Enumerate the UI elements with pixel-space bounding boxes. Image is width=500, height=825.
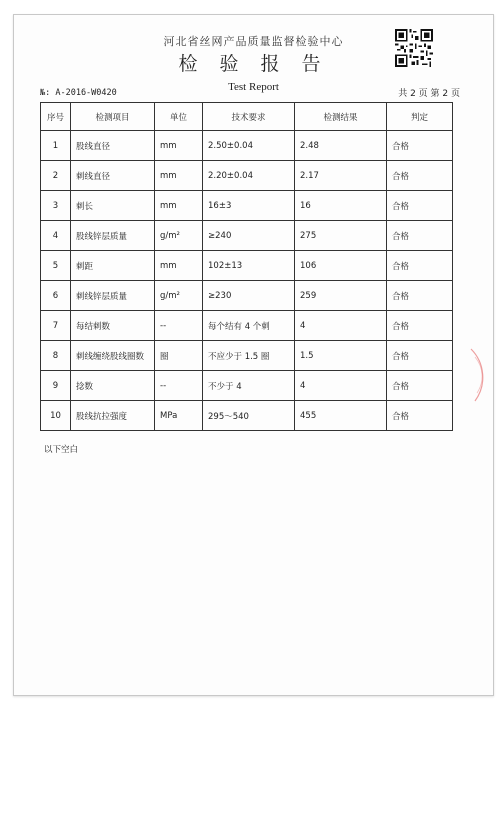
row-verdict: 合格 — [387, 221, 453, 251]
page-indicator: 共 2 页 第 2 页 — [398, 89, 460, 99]
row-item: 股线抗拉强度 — [71, 401, 155, 431]
row-verdict: 合格 — [387, 281, 453, 311]
row-result: 1.5 — [295, 341, 387, 371]
row-requirement: 102±13 — [203, 251, 295, 281]
header-cell-result: 检测结果 — [295, 103, 387, 131]
row-item: 股线直径 — [71, 131, 155, 161]
row-result: 455 — [295, 401, 387, 431]
row-index: 1 — [41, 131, 71, 161]
header-cell-item: 检测项目 — [71, 103, 155, 131]
row-index: 10 — [41, 401, 71, 431]
table-row — [41, 221, 453, 251]
row-requirement: 295～540 — [203, 401, 295, 431]
row-requirement: 不应少于 1.5 圈 — [203, 341, 295, 371]
row-unit: mm — [155, 191, 203, 221]
row-item: 股线锌层质量 — [71, 221, 155, 251]
row-requirement: 2.20±0.04 — [203, 161, 295, 191]
row-requirement: 2.50±0.04 — [203, 131, 295, 161]
header-cell-requirement: 技术要求 — [203, 103, 295, 131]
table-row — [41, 401, 453, 431]
header-cell-index: 序号 — [41, 103, 71, 131]
table-row — [41, 251, 453, 281]
row-item: 刺线缠绕股线圈数 — [71, 341, 155, 371]
row-result: 2.17 — [295, 161, 387, 191]
test-results-table — [40, 102, 453, 431]
row-index: 3 — [41, 191, 71, 221]
organization-name: 河北省丝网产品质量监督检验中心 — [163, 35, 344, 48]
table-row — [41, 191, 453, 221]
row-result: 2.48 — [295, 131, 387, 161]
row-verdict: 合格 — [387, 401, 453, 431]
row-item: 每结刺数 — [71, 311, 155, 341]
row-index: 8 — [41, 341, 71, 371]
row-verdict: 合格 — [387, 131, 453, 161]
report-subtitle: Test Report — [228, 81, 279, 93]
report-title: 检 验 报 告 — [178, 53, 329, 75]
row-result: 106 — [295, 251, 387, 281]
row-index: 5 — [41, 251, 71, 281]
row-result: 16 — [295, 191, 387, 221]
row-requirement: ≥230 — [203, 281, 295, 311]
row-item: 刺长 — [71, 191, 155, 221]
row-unit: mm — [155, 161, 203, 191]
row-result: 259 — [295, 281, 387, 311]
row-unit: g/m² — [155, 281, 203, 311]
row-item: 刺线直径 — [71, 161, 155, 191]
row-requirement: 不少于 4 — [203, 371, 295, 401]
row-verdict: 合格 — [387, 341, 453, 371]
row-verdict: 合格 — [387, 191, 453, 221]
table-header-row — [41, 103, 453, 131]
seal-stamp-mark — [469, 345, 499, 405]
row-requirement: 每个结有 4 个刺 — [203, 311, 295, 341]
qr-code-icon — [395, 29, 433, 67]
table-row — [41, 281, 453, 311]
row-result: 4 — [295, 371, 387, 401]
row-item: 捻数 — [71, 371, 155, 401]
row-unit: MPa — [155, 401, 203, 431]
table-row — [41, 311, 453, 341]
row-unit: -- — [155, 371, 203, 401]
row-item: 刺距 — [71, 251, 155, 281]
row-unit: 圈 — [155, 341, 203, 371]
row-index: 9 — [41, 371, 71, 401]
end-of-report-note: 以下空白 — [44, 445, 79, 455]
row-requirement: ≥240 — [203, 221, 295, 251]
row-verdict: 合格 — [387, 371, 453, 401]
row-index: 7 — [41, 311, 71, 341]
row-requirement: 16±3 — [203, 191, 295, 221]
row-unit: -- — [155, 311, 203, 341]
row-index: 6 — [41, 281, 71, 311]
table-row — [41, 371, 453, 401]
row-index: 4 — [41, 221, 71, 251]
table-row — [41, 131, 453, 161]
row-unit: mm — [155, 251, 203, 281]
table-row — [41, 161, 453, 191]
row-result: 275 — [295, 221, 387, 251]
row-item: 刺线锌层质量 — [71, 281, 155, 311]
row-verdict: 合格 — [387, 161, 453, 191]
row-index: 2 — [41, 161, 71, 191]
report-number: №: A-2016-W0420 — [40, 88, 117, 98]
row-verdict: 合格 — [387, 251, 453, 281]
row-unit: g/m² — [155, 221, 203, 251]
table-row — [41, 341, 453, 371]
header-cell-verdict: 判定 — [387, 103, 453, 131]
header-cell-unit: 单位 — [155, 103, 203, 131]
row-result: 4 — [295, 311, 387, 341]
row-unit: mm — [155, 131, 203, 161]
row-verdict: 合格 — [387, 311, 453, 341]
